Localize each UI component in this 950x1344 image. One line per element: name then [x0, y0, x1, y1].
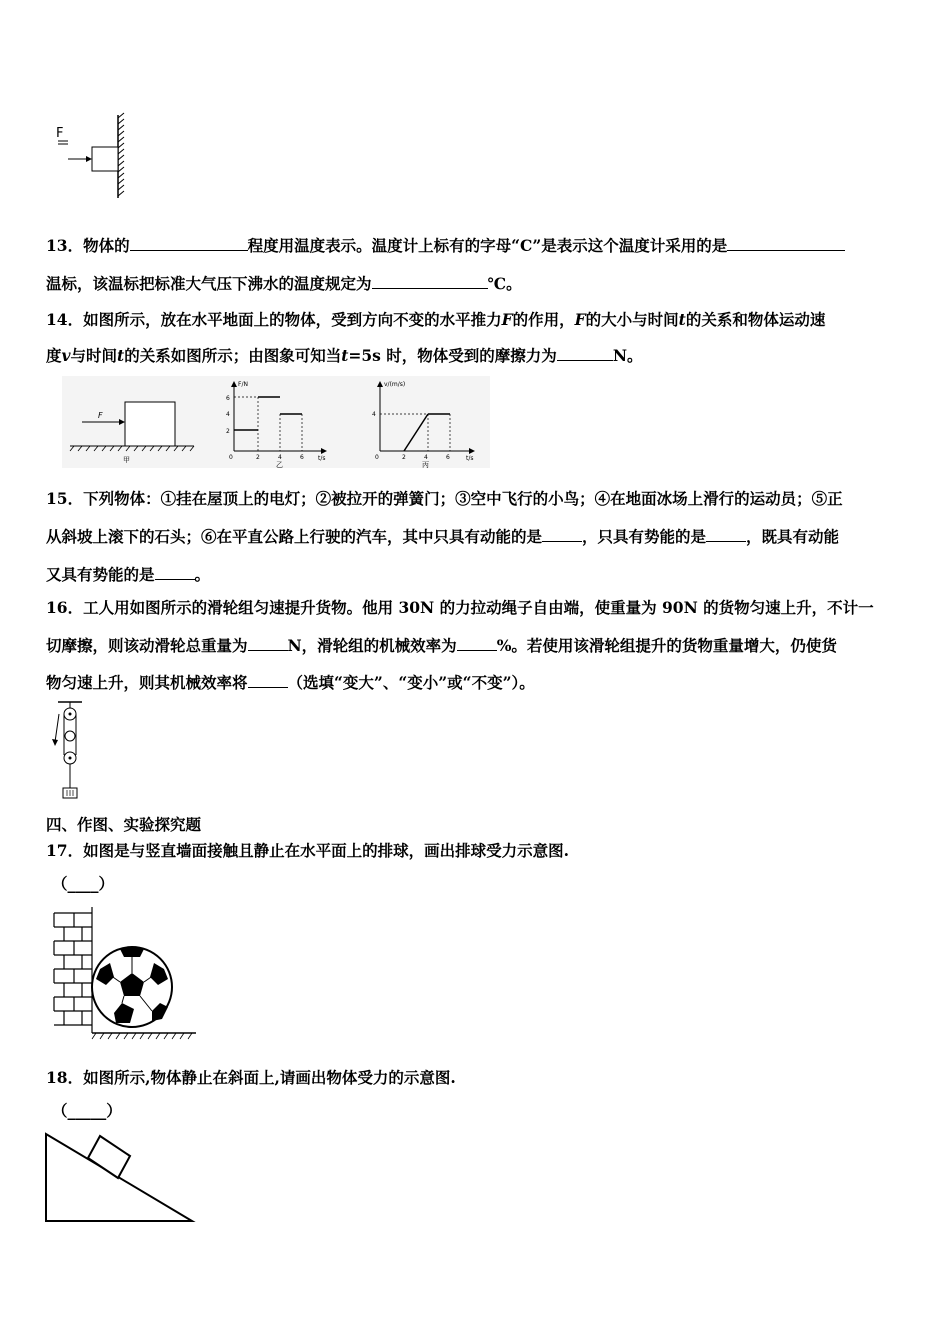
- q14-blank[interactable]: [557, 346, 613, 361]
- svg-text:6: 6: [226, 395, 230, 402]
- q14-line1: 14．如图所示，放在水平地面上的物体，受到方向不变的水平推力F的作用，F的大小与时间t的关系和物体运动速: [46, 310, 826, 329]
- q17-answer[interactable]: （____）: [52, 874, 115, 893]
- ball-wall-figure: [48, 905, 200, 1045]
- svg-text:4: 4: [278, 454, 282, 461]
- svg-text:F/N: F/N: [238, 381, 248, 388]
- q13-blank-3[interactable]: [372, 274, 488, 289]
- svg-text:甲: 甲: [123, 456, 130, 464]
- q16-line2: 切摩擦，则该动滑轮总重量为 N，滑轮组的机械效率为 %。若使用该滑轮组提升的货物重量增大，仍使货: [46, 636, 837, 655]
- q16-blank-1[interactable]: [248, 636, 288, 651]
- q15-line1: 15．下列物体：①挂在屋顶上的电灯；②被拉开的弹簧门；③空中飞行的小鸟；④在地面冰场上滑行的运动员；⑤正: [46, 489, 843, 508]
- svg-text:4: 4: [372, 411, 376, 418]
- pulley-figure: [50, 700, 90, 802]
- svg-text:丙: 丙: [422, 461, 429, 468]
- svg-text:2: 2: [256, 454, 260, 461]
- svg-text:v/(m/s): v/(m/s): [384, 381, 406, 388]
- q16-blank-3[interactable]: [248, 673, 288, 688]
- q15-line2: 从斜坡上滚下的石头；⑥在平直公路上行驶的汽车，其中只具有动能的是 ，只具有势能的是 ，既具有动能: [46, 527, 840, 546]
- q17-text: 17．如图是与竖直墙面接触且静止在水平面上的排球，画出排球受力示意图.: [46, 841, 569, 860]
- svg-text:4: 4: [424, 454, 428, 461]
- wall-block-figure: [50, 110, 140, 205]
- q13-blank-2[interactable]: [727, 236, 845, 251]
- q14-figure: [62, 376, 490, 468]
- q15-blank-1[interactable]: [542, 527, 582, 542]
- q13-line2: 温标，该温标把标准大气压下沸水的温度规定为 ℃。: [46, 274, 522, 293]
- incline-figure: [44, 1130, 196, 1226]
- q15-blank-3[interactable]: [155, 565, 195, 580]
- q18-text: 18．如图所示,物体静止在斜面上,请画出物体受力的示意图.: [46, 1068, 456, 1087]
- svg-text:0: 0: [229, 454, 233, 461]
- svg-text:F: F: [98, 411, 103, 420]
- q16-line3: 物匀速上升，则其机械效率将 （选填“变大”、“变小”或“不变”）。: [46, 673, 535, 692]
- svg-text:2: 2: [402, 454, 406, 461]
- svg-text:t/s: t/s: [318, 455, 326, 462]
- q16-line1: 16．工人用如图所示的滑轮组匀速提升货物。他用 30N 的力拉动绳子自由端，使重量为 90N 的货物匀速上升，不计一: [46, 598, 874, 617]
- svg-text:乙: 乙: [276, 461, 283, 468]
- q13-blank-1[interactable]: [130, 236, 248, 251]
- q15-blank-2[interactable]: [706, 527, 746, 542]
- svg-text:t/s: t/s: [466, 455, 474, 462]
- svg-text:0: 0: [375, 454, 379, 461]
- svg-text:4: 4: [226, 411, 230, 418]
- q13-line1: 13．物体的 程度用温度表示。温度计上标有的字母“C”是表示这个温度计采用的是: [46, 236, 845, 256]
- svg-text:6: 6: [446, 454, 450, 461]
- svg-text:6: 6: [300, 454, 304, 461]
- q16-blank-2[interactable]: [457, 636, 497, 651]
- force-label: F: [56, 126, 64, 141]
- section-4-heading: 四、作图、实验探究题: [46, 815, 202, 834]
- q15-line3: 又具有势能的是 。: [46, 565, 211, 584]
- svg-text:2: 2: [226, 428, 230, 435]
- q14-line2: 度v与时间t的关系如图所示；由图象可知当t=5s 时，物体受到的摩擦力为 N。: [46, 346, 643, 365]
- q18-answer[interactable]: （_____）: [52, 1101, 122, 1120]
